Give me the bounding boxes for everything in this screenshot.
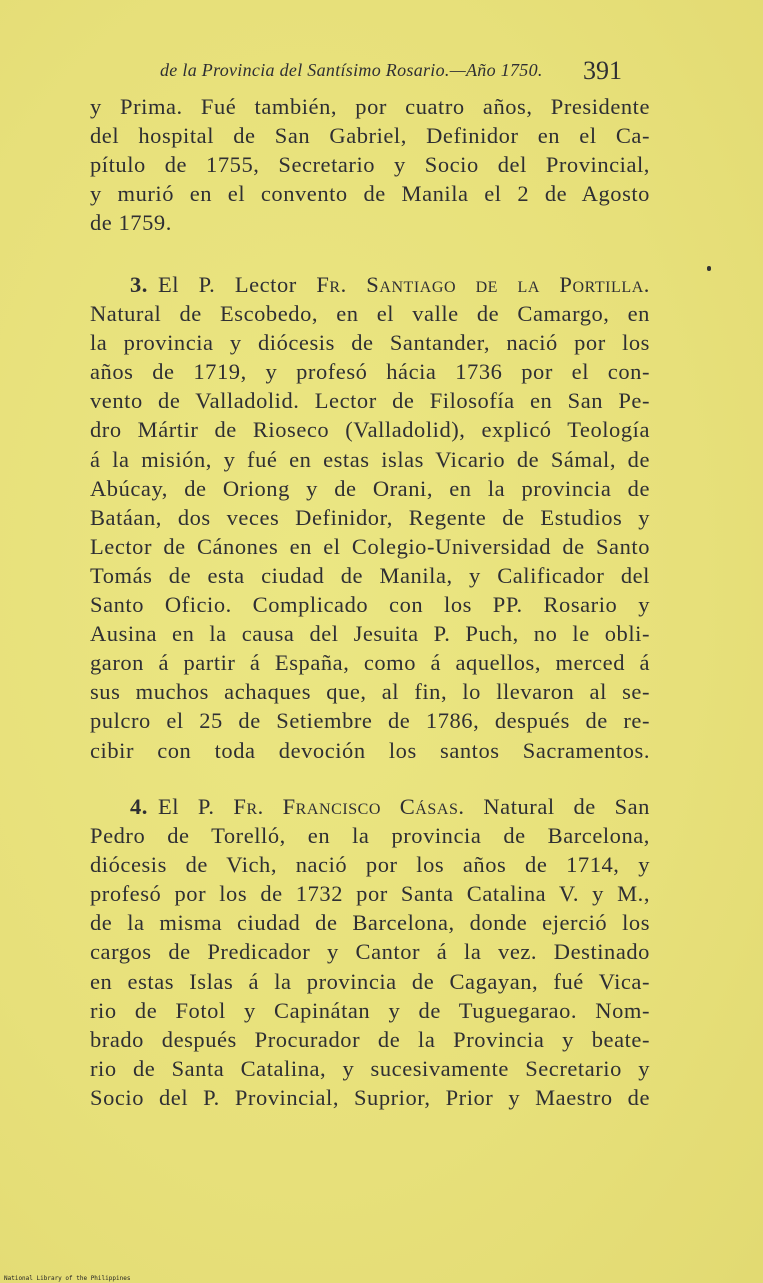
text-line: pítulo de 1755, Secretario y Socio del Provincial, (90, 152, 650, 178)
entry-number: 3. (130, 272, 148, 297)
text-line: de la misma ciudad de Barcelona, donde ejerció los (90, 910, 650, 936)
entry-name: Fr. Francisco Cásas. (233, 794, 465, 819)
text-line: Socio del P. Provincial, Suprior, Prior y Maestro de (90, 1084, 650, 1110)
text-line: brado después Procurador de la Provincia y beate- (90, 1026, 650, 1052)
ink-speck (707, 266, 711, 271)
page-number: 391 (583, 56, 622, 85)
text-line: cargos de Predicador y Cantor á la vez. Destinado (90, 939, 650, 965)
text-line: sus muchos achaques que, al fin, lo llevaron al se- (90, 679, 650, 705)
text-line: Santo Oficio. Complicado con los PP. Rosario y (90, 592, 650, 618)
entry-name: Fr. Santiago de la Portilla. (316, 272, 650, 297)
text-line: rio de Fotol y Capinátan y de Tuguegarao. Nom- (90, 997, 650, 1023)
text-line: la provincia y diócesis de Santander, nació por los (90, 330, 650, 356)
text-line: y Prima. Fué también, por cuatro años, Presidente (90, 94, 650, 119)
text-line: Tomás de esta ciudad de Manila, y Calificador del (90, 562, 650, 588)
text-line: Natural de Escobedo, en el valle de Camargo, en (90, 301, 650, 327)
text-line (90, 765, 680, 794)
paragraph-continuation (90, 92, 680, 237)
entry-title-suffix: Natural de San (464, 794, 650, 819)
text-line: de 1759. (90, 210, 172, 236)
text-line (90, 1112, 650, 1141)
text-line: Abúcay, de Oriong y de Orani, en la provincia de (90, 475, 650, 501)
text-line: pulcro el 25 de Setiembre de 1786, después de re- (90, 708, 650, 734)
text-line: diócesis de Vich, nació por los años de 1714, y (90, 852, 650, 878)
entry-heading (90, 792, 650, 821)
entry-3 (90, 270, 680, 794)
library-credit: National Library of the Philippines (4, 1275, 131, 1282)
text-line: Ausina en la causa del Jesuita P. Puch, no le obli- (90, 621, 650, 647)
running-header: de la Provincia del Santísimo Rosario.—Año 1750. (160, 60, 543, 80)
entry-4 (90, 792, 680, 1141)
text-line: en estas Islas á la provincia de Cagayan, fué Vica- (90, 968, 650, 994)
entry-title: El P. (157, 794, 234, 819)
text-line: garon á partir á España, como á aquellos, merced á (90, 650, 650, 676)
text-line: Lector de Cánones en el Colegio-Universidad de Santo (90, 533, 650, 559)
text-line: á la misión, y fué en estas islas Vicario de Sámal, de (90, 446, 650, 472)
text-line: Batáan, dos veces Definidor, Regente de Estudios y (90, 504, 650, 530)
text-line: dro Mártir de Rioseco (Valladolid), explicó Teología (90, 417, 650, 443)
entry-number: 4. (130, 794, 148, 819)
entry-heading (90, 270, 650, 299)
text-line: rio de Santa Catalina, y sucesivamente Secretario y (90, 1055, 650, 1081)
entry-title: El P. Lector (157, 272, 317, 297)
text-line: profesó por los de 1732 por Santa Catalina V. y M., (90, 881, 650, 907)
text-line: Pedro de Torelló, en la provincia de Barcelona, (90, 823, 650, 849)
text-line: del hospital de San Gabriel, Definidor en el Ca- (90, 123, 650, 149)
text-line: vento de Valladolid. Lector de Filosofía en San Pe- (90, 388, 650, 414)
text-line: y murió en el convento de Manila el 2 de Agosto (90, 181, 650, 207)
text-line: cibir con toda devoción los santos Sacramentos. (90, 737, 650, 763)
text-line: años de 1719, y profesó hácia 1736 por el con- (90, 359, 650, 385)
